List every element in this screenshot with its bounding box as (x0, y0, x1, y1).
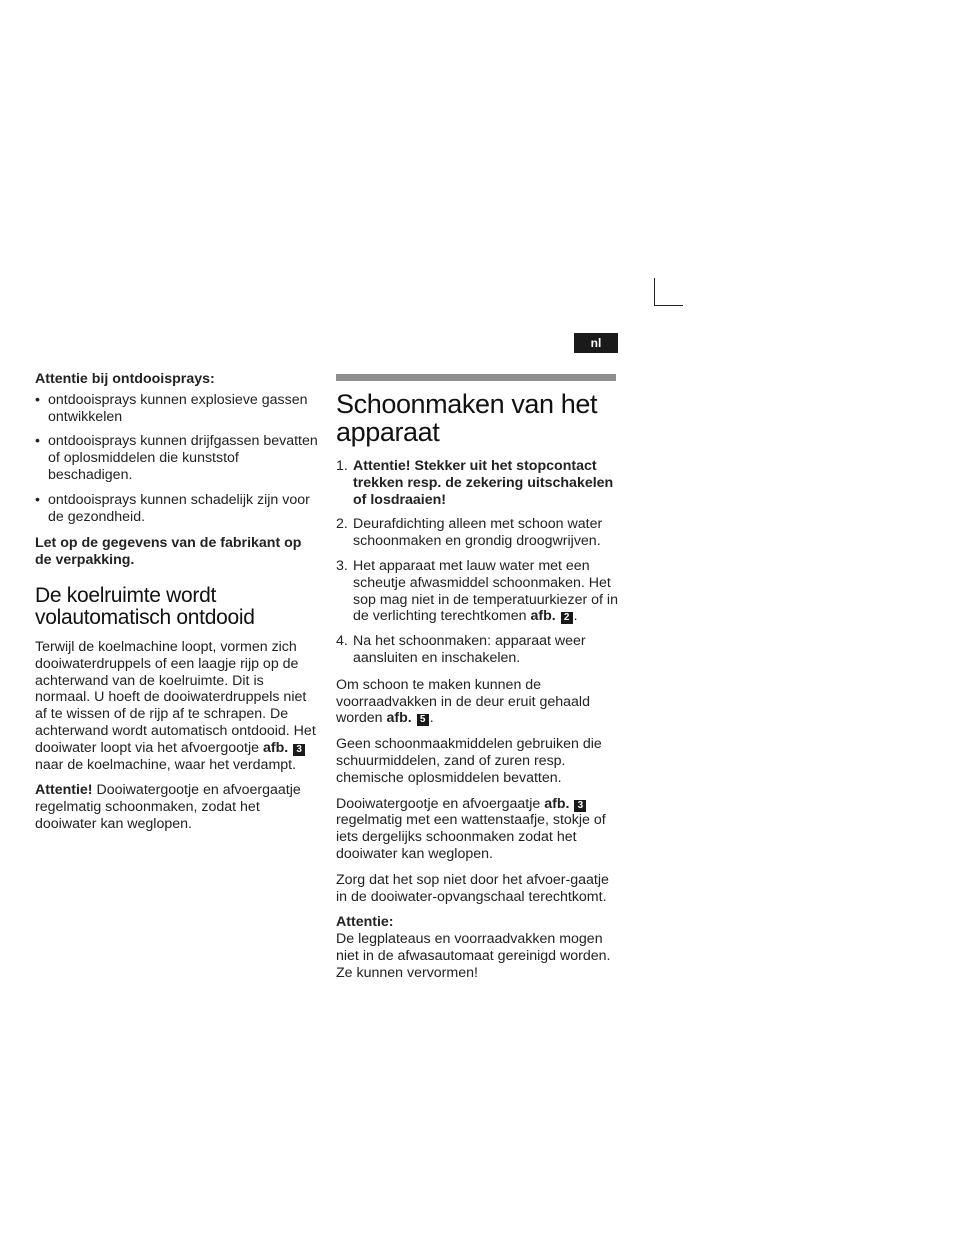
paragraph-text: De legplateaus en voorraadvakken mogen niet in de afwasautomaat gereinigd worden. Ze kunnen vervormen! (336, 931, 611, 981)
figure-ref-label: afb. (386, 710, 412, 727)
paragraph-text: Dooiwatergootje en afvoergaatje regelmatig schoonmaken, zodat het dooiwater kan weglopen. (35, 782, 301, 832)
list-item: 3. Het apparaat met lauw water met een scheutje afwasmiddel schoonmaken. Het sop mag niet in de temperatuurkiezer of in de verlichting terechtkomen afb. 2 . (336, 557, 618, 625)
warning-list (35, 392, 320, 526)
attention-label: Attentie! (35, 782, 93, 799)
figure-number-badge: 3 (574, 800, 586, 812)
attention-label: Attentie: (336, 914, 394, 931)
figure-ref-label: afb. (544, 795, 570, 812)
paragraph: Geen schoonmaakmiddelen gebruiken die schuurmiddelen, zand of zuren resp. chemische oplosmiddelen bevatten. (336, 736, 602, 786)
paragraph (336, 796, 621, 863)
list-item (336, 516, 621, 550)
section-title: De koelruimte wordt volautomatisch ontdooid (35, 583, 255, 629)
figure-ref-label: afb. (262, 739, 289, 756)
figure-number-badge: 3 (293, 744, 305, 756)
list-item: • ontdooisprays kunnen explosieve gassen ontwikkelen (35, 392, 320, 426)
step-number: 3. (336, 557, 348, 574)
right-column (336, 374, 621, 991)
attention-paragraph (336, 914, 621, 981)
list-item: • ontdooisprays kunnen schadelijk zijn voor de gezondheid. (35, 492, 320, 526)
cleaning-steps (336, 458, 621, 667)
left-column (35, 371, 320, 842)
attention-paragraph (35, 782, 320, 832)
paragraph-text: naar de koelmachine, waar het verdampt. (35, 756, 297, 773)
list-item (336, 458, 621, 508)
figure-number-badge: 5 (417, 714, 429, 726)
paragraph-text: Terwijl de koelmachine loopt, vormen zich dooiwaterdruppels of een laagje rijp op de achterwand van de koelruimte. Dit is normaal. U hoeft de dooiwaterdruppels niet af te wissen of de rijp af te schrapen. De achterwand wordt automatisch ontdooid. Het dooiwater loopt via het afvoergootje (35, 638, 316, 756)
step-text: Deurafdichting alleen met schoon water schoonmaken en grondig droogwrijven. (353, 516, 603, 550)
attentie-heading: Attentie bij ontdooisprays: (35, 371, 215, 387)
figure-ref-label: afb. (530, 608, 556, 625)
crop-mark-vertical (654, 278, 655, 306)
figure-number-badge: 2 (561, 612, 573, 624)
section-rule (336, 374, 616, 381)
page-title: Schoonmaken van het apparaat (336, 389, 598, 447)
step-text: Attentie! Stekker uit het stopcontact trekken resp. de zekering uitschakelen of losdraaien! (353, 458, 614, 508)
manufacturer-note: Let op de gegevens van de fabrikant op de verpakking. (35, 535, 302, 569)
list-item (336, 633, 621, 667)
step-text: Na het schoonmaken: apparaat weer aansluiten en inschakelen. (353, 633, 586, 666)
crop-mark-horizontal (654, 305, 683, 306)
paragraph-text: Om schoon te maken kunnen de voorraadvakken in de deur eruit gehaald worden (336, 676, 590, 727)
step-number: 4. (336, 633, 348, 650)
defrost-paragraph (35, 639, 320, 773)
step-text: Het apparaat met lauw water met een scheutje afwasmiddel schoonmaken. Het sop mag niet in de temperatuurkiezer of in de verlichting terechtkomen (353, 557, 618, 625)
paragraph: Zorg dat het sop niet door het afvoer-gaatje in de dooiwater-opvangschaal terechtkomt. (336, 871, 609, 905)
paragraph-text: Dooiwatergootje en afvoergaatje (336, 795, 541, 812)
paragraph: Om schoon te maken kunnen de voorraadvakken in de deur eruit gehaald worden afb. 5 . (336, 676, 590, 727)
paragraph-text: regelmatig met een wattenstaafje, stokje of iets dergelijks schoonmaken zodat het dooiwater kan weglopen. (336, 812, 606, 862)
step-number: 2. (336, 516, 348, 533)
list-item: • ontdooisprays kunnen drijfgassen bevatten of oplosmiddelen die kunststof beschadigen. (35, 433, 320, 483)
language-tag: nl (574, 333, 618, 353)
step-number: 1. (336, 458, 348, 474)
